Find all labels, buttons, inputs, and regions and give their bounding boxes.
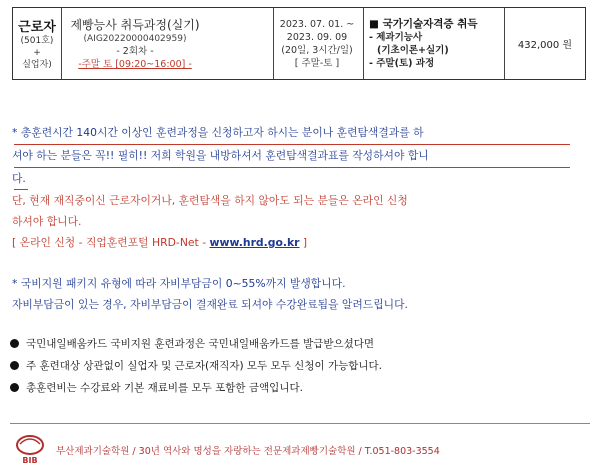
cert-item-detail: (기초이론+실기) xyxy=(377,45,449,56)
online-apply-prefix: [ 온라인 신청 - 직업훈련포털 HRD-Net - xyxy=(12,236,210,249)
bullet-dot-icon xyxy=(10,339,19,348)
course-session: - 2회차 - xyxy=(116,46,154,57)
notice-line: 하셔야 합니다. xyxy=(12,215,82,228)
price-cell xyxy=(505,8,585,79)
bullet-item xyxy=(10,380,303,395)
bullet-item xyxy=(10,336,374,351)
online-apply-suffix: ] xyxy=(299,236,308,249)
course-table xyxy=(12,7,586,80)
notice-underline xyxy=(14,189,28,190)
hrd-net-link[interactable]: www.hrd.go.kr xyxy=(209,236,300,249)
bullet-item xyxy=(10,358,382,373)
cert-title: ■ 국가기술자격증 취득 xyxy=(369,18,478,30)
footer-text: 부산제과기술학원 / 30년 역사와 명성을 자랑하는 전문제과제빵기술학원 / T.051-803-3554 xyxy=(56,446,440,457)
course-code: (AIG20220000402959) xyxy=(83,34,187,44)
cert-item: - 제과기능사 xyxy=(369,32,423,43)
notice-line: 다. xyxy=(12,172,26,185)
support-line: 자비부담금이 있는 경우, 자비부담금이 결재완료 되셔야 수강완료됨을 알려드립니다. xyxy=(12,298,408,311)
period-end: 2023. 09. 09 xyxy=(286,31,348,43)
online-apply-line xyxy=(12,235,307,250)
notice-line: * 총훈련시간 140시간 이상인 훈련과정을 신청하고자 하시는 분이나 훈련탐색결과를 하 xyxy=(12,126,424,139)
course-period-cell xyxy=(275,8,359,79)
notice-underline xyxy=(14,144,570,145)
bullet-text: 총훈련비는 수강료와 기본 재료비를 모두 포함한 금액입니다. xyxy=(26,382,303,394)
notice-line: 셔야 하는 분들은 꼭!! 필히!! 저희 학원을 내방하셔서 훈련탐색결과표를 작성하셔야 합니 xyxy=(12,149,429,162)
period-days: [ 주말-토 ] xyxy=(294,57,340,69)
period-start: 2023. 07. 01. ~ xyxy=(279,18,355,30)
bullet-dot-icon xyxy=(10,361,19,370)
course-price: 432,000 원 xyxy=(517,40,573,51)
bullet-text: 국민내일배움카드 국비지원 훈련과정은 국민내일배움카드를 발급받으셨다면 xyxy=(26,338,375,350)
academy-logo-icon xyxy=(10,432,50,466)
footer-divider xyxy=(10,423,590,424)
trainee-type-cell xyxy=(13,8,61,79)
notice-line: 단, 현재 재직중이신 근로자이거나, 훈련탐색을 하지 않아도 되는 분들은 온라인 신청 xyxy=(12,194,408,207)
support-line: * 국비지원 패키지 유형에 따라 자비부담금이 0~55%까지 발생합니다. xyxy=(12,277,346,290)
period-duration: (20일, 3시간/일) xyxy=(281,44,353,56)
notice-underline xyxy=(14,167,570,168)
trainee-type: 근로자 xyxy=(18,20,56,35)
cert-item: - 주말(토) 과정 xyxy=(369,58,435,69)
trainee-room: (501호) xyxy=(20,36,54,46)
logo-text: BIB xyxy=(22,456,38,465)
trainee-sub: 실업자) xyxy=(22,60,52,70)
table-divider xyxy=(363,8,364,79)
course-time: -주말 토 [09:20~16:00] - xyxy=(78,59,192,70)
bullet-text: 주 훈련대상 상관없이 실업자 및 근로자(재직자) 모두 모두 신청이 가능합니다. xyxy=(26,360,383,372)
certificate-cell xyxy=(365,8,509,79)
course-name: 제빵능사 취득과정(실기) xyxy=(70,18,200,32)
trainee-plus: + xyxy=(33,48,41,58)
course-name-cell xyxy=(62,8,208,79)
bullet-dot-icon xyxy=(10,383,19,392)
table-divider xyxy=(273,8,274,79)
